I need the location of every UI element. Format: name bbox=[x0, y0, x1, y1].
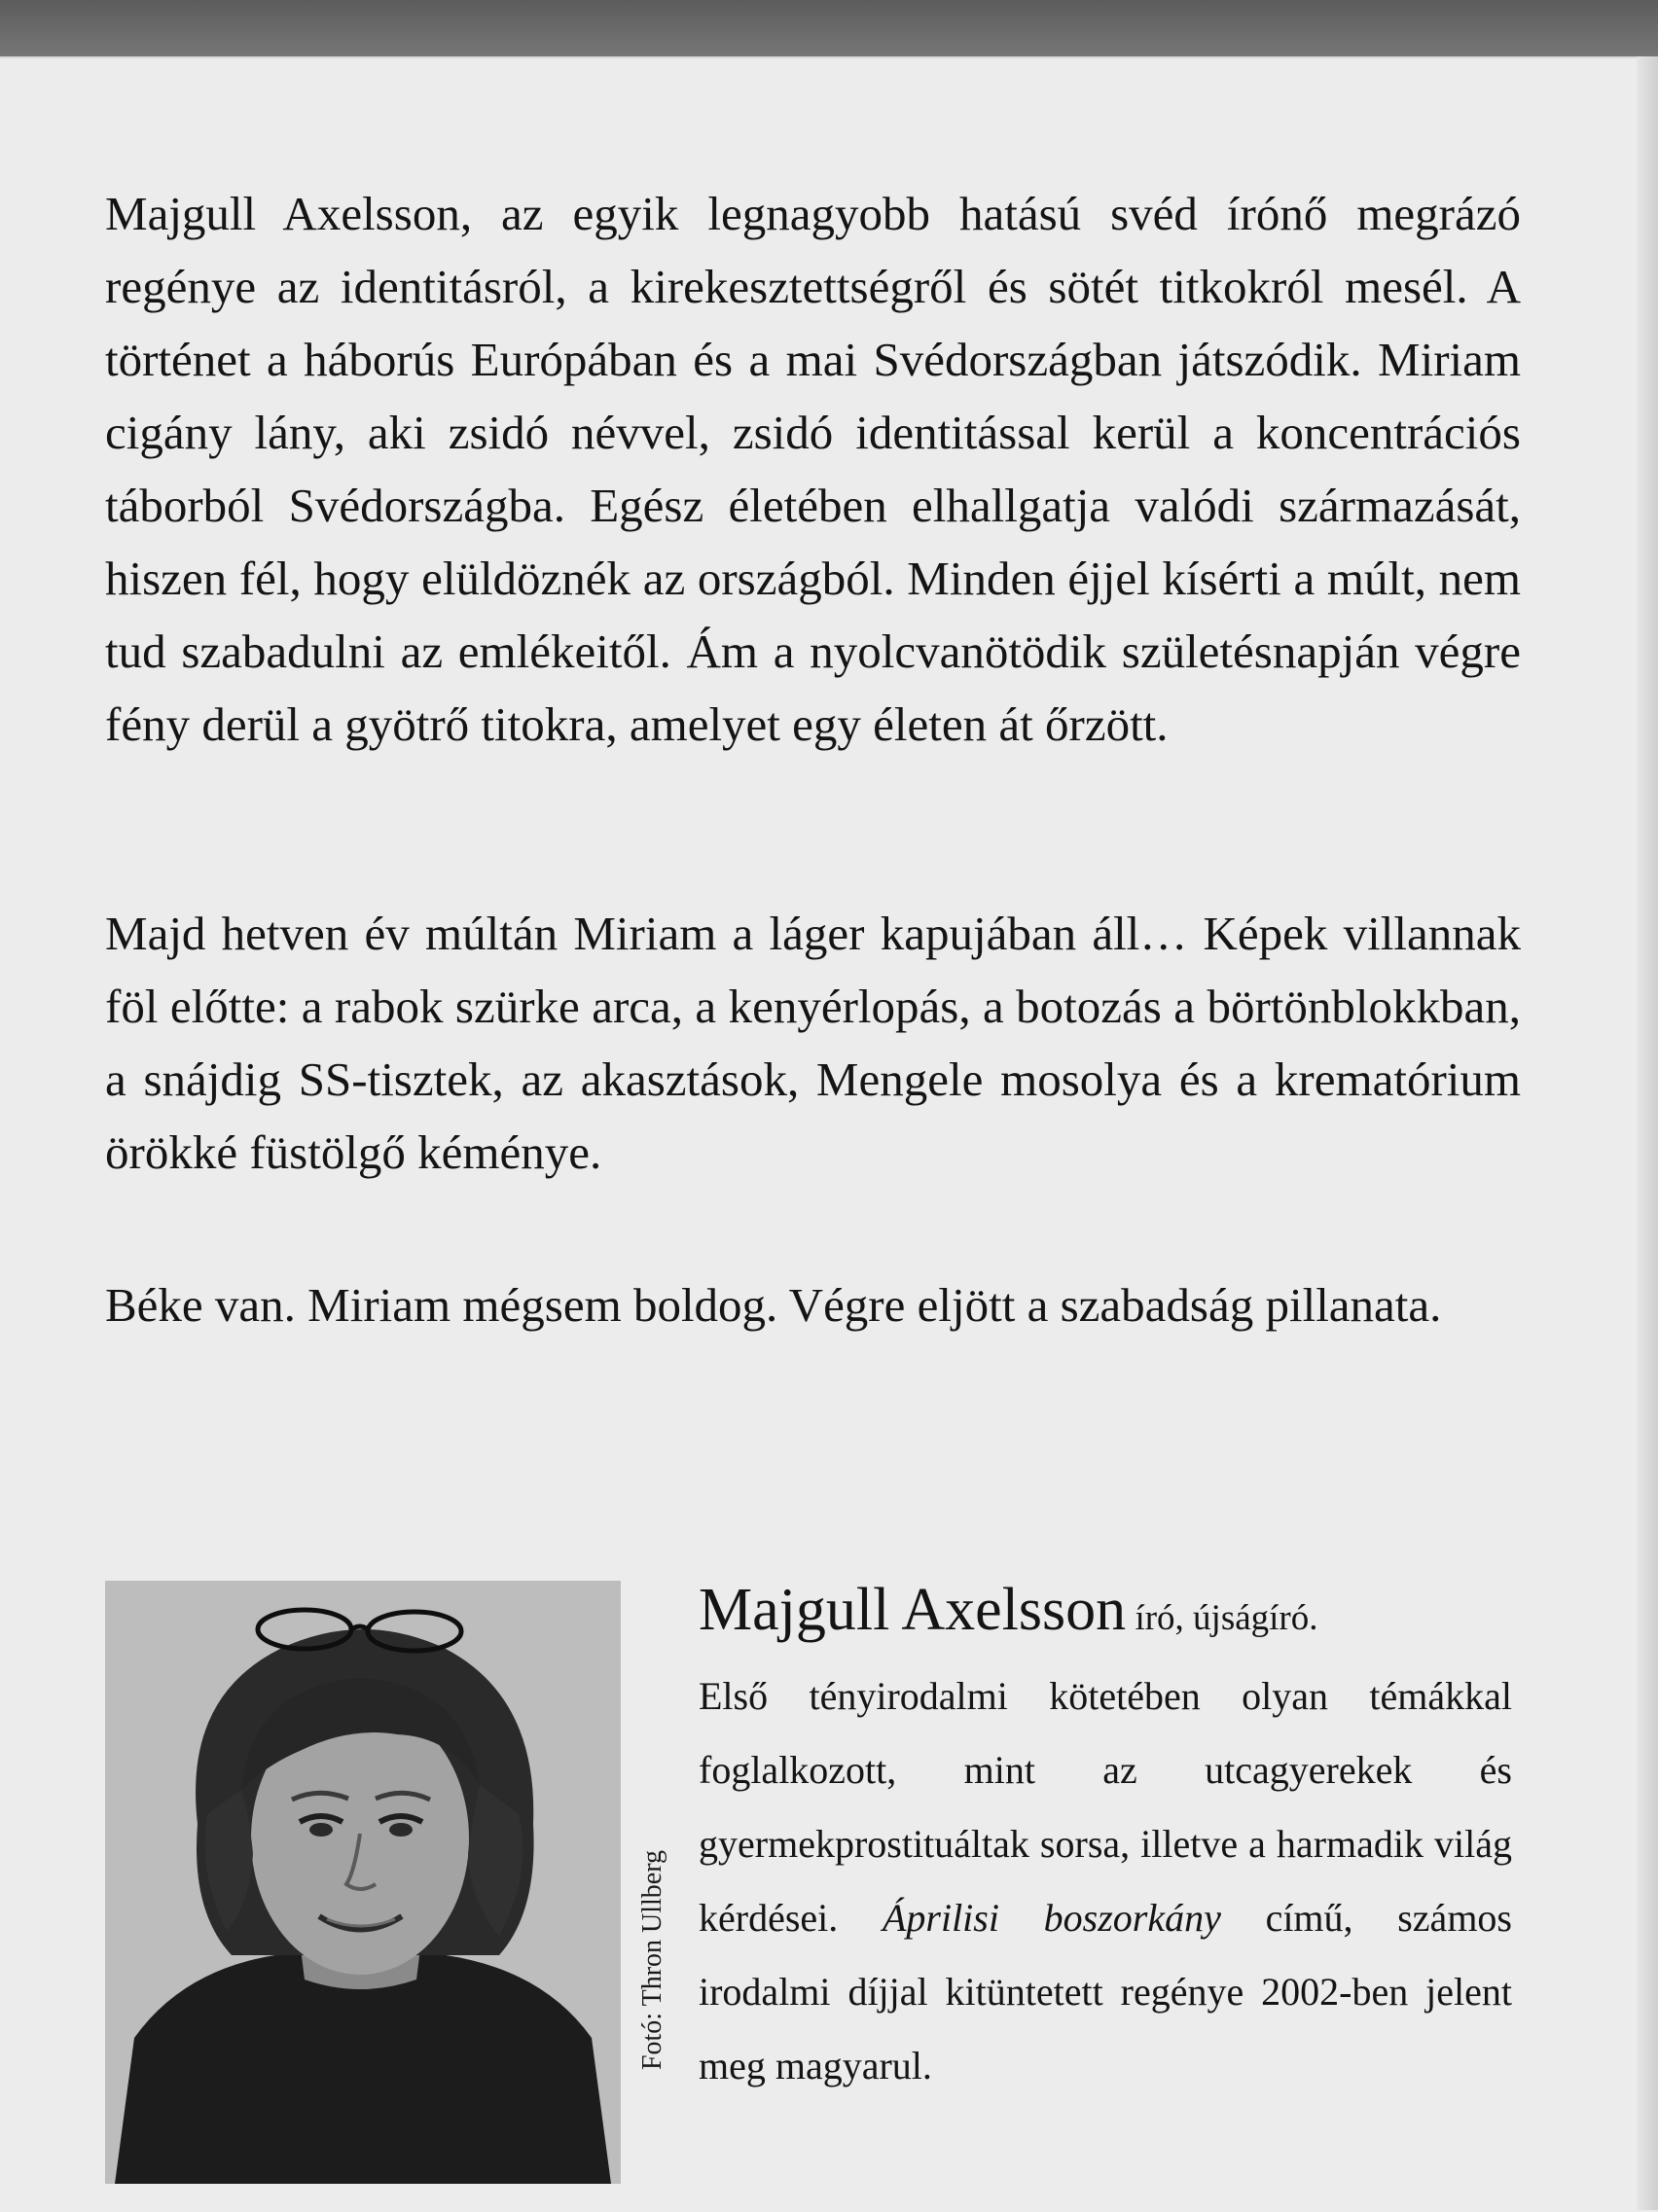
bio-text-start: Első tényirodalmi kötetében olyan témákkal foglalkozott, mint az utcagyerekek és gyermekprostituáltak sorsa, illetve a harmadik világ kérdései. bbox=[699, 1674, 1512, 1940]
author-portrait-drawing bbox=[105, 1581, 621, 2184]
author-bio bbox=[699, 1571, 1512, 2103]
author-role: író, újságíró. bbox=[1126, 1598, 1318, 1638]
author-portrait bbox=[105, 1581, 621, 2184]
author-name: Majgull Axelsson bbox=[699, 1577, 1127, 1643]
photo-credit-text: Fotó: Thron Ullberg bbox=[636, 1849, 667, 2071]
author-heading bbox=[699, 1571, 1512, 1658]
book-title: Áprilisi boszorkány bbox=[882, 1896, 1221, 1940]
blurb-paragraph-1: Majgull Axelsson, az egyik legnagyobb hatású svéd írónő megrázó regénye az identitásról, a kirekesztettségről és sötét titkokról mesél. A történet a háborús Európában és a mai Svédországban játszódik. Miriam cigány lány, aki zsidó névvel, zsidó identitással kerül a koncentrációs táborból Svédországba. Egész életében elhallgatja valódi származását, hiszen fél, hogy elüldöznék az országból. Minden éjjel kísérti a múlt, nem tud szabadulni az emlékeitől. Ám a nyolcvanötödik születésnapján végre fény derül a gyötrő titokra, amelyet egy életen át őrzött. bbox=[105, 187, 1521, 751]
bio-text-end: című, számos irodalmi díjjal kitüntetett regénye 2002-ben jelent meg magyarul. bbox=[699, 1896, 1512, 2087]
photo-credit bbox=[631, 1736, 674, 2184]
page-edge bbox=[1637, 56, 1658, 2210]
blurb-paragraph-2: Majd hetven év múltán Miriam a láger kapujában áll… Képek villannak föl előtte: a rabok szürke arca, a kenyérlopás, a botozás a börtönblokkban, a snájdig SS-tisztek, az akasztások, Mengele mosolya és a krematórium örökké füstölgő kéménye. bbox=[105, 907, 1521, 1179]
background-surface bbox=[0, 0, 1658, 60]
author-bio-text bbox=[699, 1659, 1512, 2103]
blurb-paragraph-3: Béke van. Miriam mégsem boldog. Végre eljött a szabadság pillanata. bbox=[105, 1278, 1442, 1332]
